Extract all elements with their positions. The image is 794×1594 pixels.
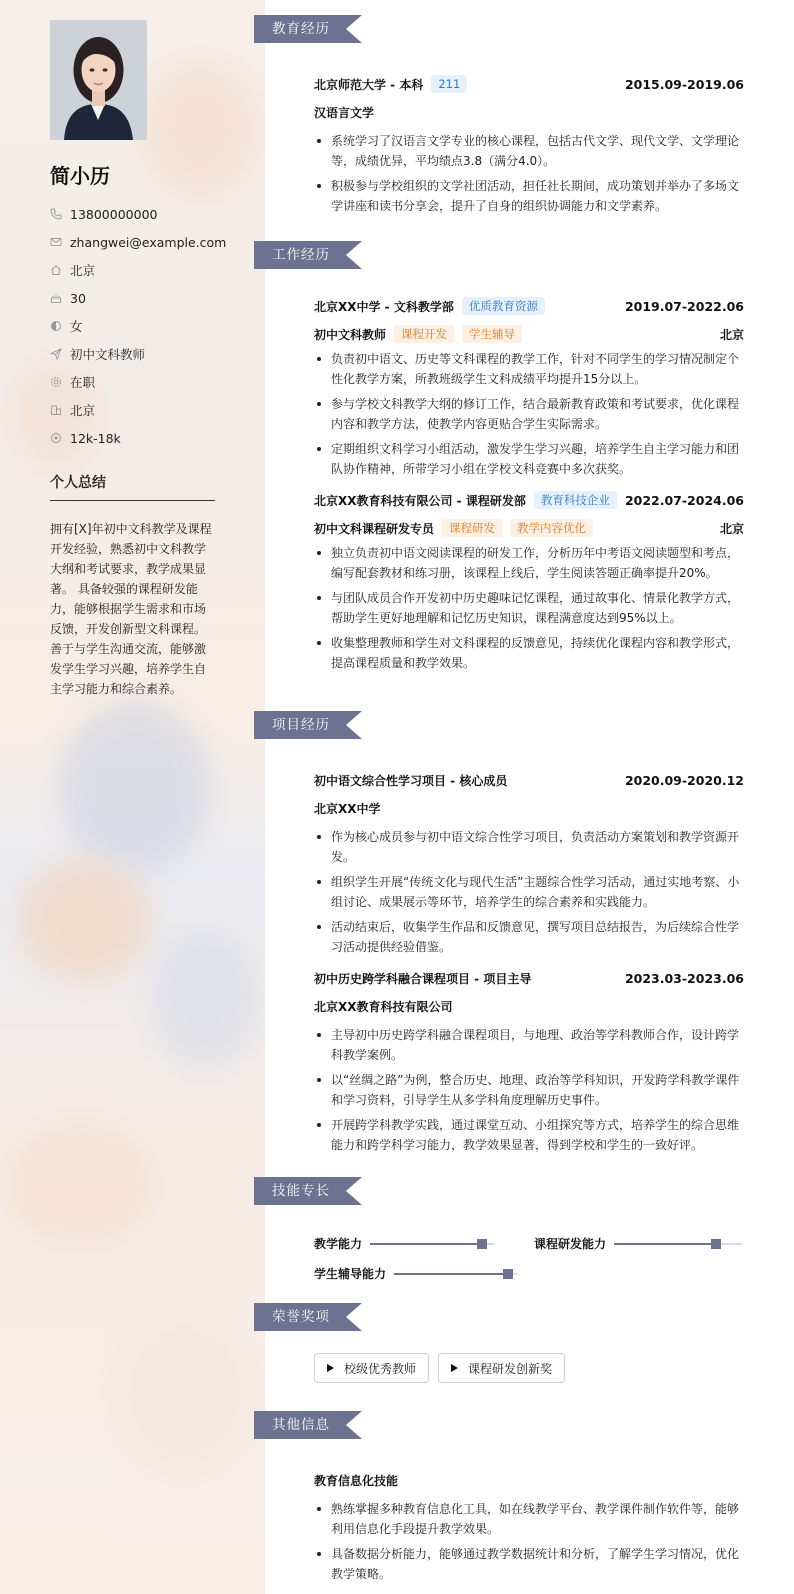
work-section-title <box>254 241 362 269</box>
skill-bar <box>614 1239 742 1249</box>
list-item: 积极参与学校组织的文学社团活动，担任社长期间，成功策划并举办了多场文学讲座和读书分享会，提升了自身的组织协调能力和文学素养。 <box>314 176 744 216</box>
work-title-text: 工作经历 <box>272 247 330 263</box>
sidebar <box>0 0 265 1594</box>
contact-salary-text: 12k-18k <box>70 430 121 446</box>
education-title-text: 教育经历 <box>272 21 330 37</box>
skill-bar <box>394 1269 518 1279</box>
honors-list <box>314 1353 574 1383</box>
education-section <box>254 15 794 221</box>
contact-home-text: 北京 <box>70 263 96 278</box>
home-icon <box>50 264 62 276</box>
job-tag: 课程研发 <box>442 519 502 537</box>
contact-status-text: 在职 <box>70 375 96 390</box>
job-bullets <box>314 543 744 673</box>
job-tag: 学生辅导 <box>462 325 522 343</box>
age-icon <box>50 292 62 304</box>
other-section <box>254 1411 794 1589</box>
salary-icon <box>50 432 62 444</box>
skill-item-curriculum <box>534 1235 742 1252</box>
other-bullets <box>314 1499 744 1584</box>
school-tag: 211 <box>431 75 467 93</box>
project-bullets <box>314 827 744 957</box>
skill-item-tutoring <box>314 1265 518 1282</box>
school-name: 北京师范大学 - 本科 <box>314 77 424 92</box>
list-item: 活动结束后，收集学生作品和反馈意见，撰写项目总结报告，为后续综合性学习活动提供经验借鉴。 <box>314 917 744 957</box>
list-item: 收集整理教师和学生对文科课程的反馈意见，持续优化课程内容和教学形式，提高课程质量和教学效果。 <box>314 633 744 673</box>
contact-gender <box>50 312 265 340</box>
skill-item-teaching <box>314 1235 494 1252</box>
play-icon <box>451 1364 458 1372</box>
other-section-title <box>254 1411 362 1439</box>
avatar <box>50 20 147 140</box>
job-entry-2 <box>314 489 744 673</box>
phone-icon <box>50 208 62 220</box>
project-org: 北京XX中学 <box>314 801 381 816</box>
job-position: 初中文科教师 <box>314 327 387 342</box>
contact-salary <box>50 424 265 452</box>
company-tag: 教育科技企业 <box>534 491 617 509</box>
project-bullets <box>314 1025 744 1155</box>
contact-status <box>50 368 265 396</box>
job-entry-1 <box>314 295 744 479</box>
job-bullets <box>314 349 744 479</box>
list-item: 开展跨学科教学实践，通过课堂互动、小组探究等方式，培养学生的综合思维能力和跨学科学习能力，教学效果显著，得到学校和学生的一致好评。 <box>314 1115 744 1155</box>
list-item: 参与学校文科教学大纲的修订工作，结合最新教育政策和考试要求，优化课程内容和教学方法，使教学内容更贴合学生实际需求。 <box>314 394 744 434</box>
company-name: 北京XX中学 - 文科教学部 <box>314 299 454 314</box>
project-date: 2020.09-2020.12 <box>624 772 744 788</box>
other-subtitle: 教育信息化技能 <box>314 1473 399 1488</box>
list-item: 组织学生开展“传统文化与现代生活”主题综合性学习活动，通过实地考察、小组讨论、成果展示等环节，培养学生的综合素养和实践能力。 <box>314 872 744 912</box>
education-entry <box>314 73 744 216</box>
other-entry <box>314 1469 744 1584</box>
status-icon <box>50 376 62 388</box>
education-section-title <box>254 15 362 43</box>
skill-knob <box>477 1239 487 1249</box>
job-tag: 课程开发 <box>394 325 454 343</box>
skill-knob <box>711 1239 721 1249</box>
skill-knob <box>503 1269 513 1279</box>
project-name: 初中历史跨学科融合课程项目 - 项目主导 <box>314 971 532 986</box>
contact-age <box>50 284 265 312</box>
contact-home <box>50 256 265 284</box>
job-location: 北京 <box>719 521 744 536</box>
list-item: 以“丝绸之路”为例，整合历史、地理、政治等学科知识，开发跨学科教学课件和学习资料，引导学生从多学科角度理解历史事件。 <box>314 1070 744 1110</box>
contact-city-text: 北京 <box>70 403 96 418</box>
other-title-text: 其他信息 <box>272 1417 330 1433</box>
email-icon <box>50 236 62 248</box>
skills-title-text: 技能专长 <box>272 1183 330 1199</box>
contact-email-text: zhangwei@example.com <box>70 234 227 250</box>
honor-item <box>314 1353 429 1383</box>
projects-title-text: 项目经历 <box>272 717 330 733</box>
project-org: 北京XX教育科技有限公司 <box>314 999 453 1014</box>
honor-label: 课程研发创新奖 <box>468 1361 553 1376</box>
contact-list <box>50 200 265 452</box>
summary-title: 个人总结 <box>50 472 215 501</box>
projects-section <box>254 711 794 1160</box>
work-section <box>254 241 794 678</box>
job-position: 初中文科课程研发专员 <box>314 521 435 536</box>
honor-label: 校级优秀教师 <box>344 1361 417 1376</box>
honors-section-title <box>254 1303 362 1331</box>
contact-job-text: 初中文科教师 <box>70 347 146 362</box>
list-item: 熟练掌握多种教育信息化工具，如在线教学平台、教学课件制作软件等，能够利用信息化手段提升教学效果。 <box>314 1499 744 1539</box>
skills-section <box>254 1177 794 1287</box>
contact-phone-text: 13800000000 <box>70 206 158 222</box>
project-entry-2 <box>314 967 744 1155</box>
list-item: 作为核心成员参与初中语文综合性学习项目，负责活动方案策划和教学资源开发。 <box>314 827 744 867</box>
contact-city <box>50 396 265 424</box>
contact-gender-text: 女 <box>70 319 83 334</box>
list-item: 定期组织文科学习小组活动，激发学生学习兴趣，培养学生自主学习能力和团队协作精神，所带学习小组在学校文科竞赛中多次获奖。 <box>314 439 744 479</box>
honor-item <box>438 1353 565 1383</box>
honors-section <box>254 1303 794 1383</box>
company-tag: 优质教育资源 <box>462 297 545 315</box>
contact-age-text: 30 <box>70 290 86 306</box>
skills-section-title <box>254 1177 362 1205</box>
list-item: 系统学习了汉语言文学专业的核心课程，包括古代文学、现代文学、文学理论等，成绩优异，平均绩点3.8（满分4.0）。 <box>314 131 744 171</box>
contact-phone <box>50 200 265 228</box>
major-name: 汉语言文学 <box>314 105 375 120</box>
summary-text: 拥有[X]年初中文科教学及课程开发经验，熟悉初中文科教学大纲和考试要求，教学成果显著。 具备较强的课程研发能力，能够根据学生需求和市场反馈，开发创新型文科课程。 善于与学生沟通交流，能够激发学生学习兴趣，培养学生自主学习能力和综合素养。 <box>50 522 212 696</box>
contact-email <box>50 228 265 256</box>
contact-job <box>50 340 265 368</box>
company-name: 北京XX教育科技有限公司 - 课程研发部 <box>314 493 526 508</box>
main-content <box>254 0 794 1594</box>
building-icon <box>50 404 62 416</box>
list-item: 主导初中历史跨学科融合课程项目，与地理、政治等学科教师合作，设计跨学科教学案例。 <box>314 1025 744 1065</box>
job-location: 北京 <box>719 327 744 342</box>
send-icon <box>50 348 62 360</box>
skill-name: 教学能力 <box>314 1237 363 1251</box>
job-tag: 教学内容优化 <box>510 519 593 537</box>
list-item: 独立负责初中语文阅读课程的研发工作，分析历年中考语文阅读题型和考点，编写配套教材和练习册，该课程上线后，学生阅读答题正确率提升20%。 <box>314 543 744 583</box>
profile-name: 简小历 <box>50 164 110 188</box>
project-name: 初中语文综合性学习项目 - 核心成员 <box>314 773 508 788</box>
skill-name: 课程研发能力 <box>534 1237 607 1251</box>
job-date: 2019.07-2022.06 <box>624 298 744 314</box>
job-date: 2022.07-2024.06 <box>624 492 744 508</box>
honors-title-text: 荣誉奖项 <box>272 1309 330 1325</box>
education-bullets <box>314 131 744 216</box>
list-item: 与团队成员合作开发初中历史趣味记忆课程，通过故事化、情景化教学方式，帮助学生更好地理解和记忆历史知识，课程满意度达到95%以上。 <box>314 588 744 628</box>
projects-section-title <box>254 711 362 739</box>
project-date: 2023.03-2023.06 <box>624 970 744 986</box>
gender-icon <box>50 320 62 332</box>
education-date: 2015.09-2019.06 <box>624 76 744 92</box>
list-item: 具备数据分析能力，能够通过教学数据统计和分析，了解学生学习情况，优化教学策略。 <box>314 1544 744 1584</box>
skill-name: 学生辅导能力 <box>314 1267 387 1281</box>
project-entry-1 <box>314 769 744 957</box>
list-item: 负责初中语文、历史等文科课程的教学工作，针对不同学生的学习情况制定个性化教学方案，所教班级学生文科成绩平均提升15分以上。 <box>314 349 744 389</box>
play-icon <box>327 1364 334 1372</box>
skill-bar <box>370 1239 494 1249</box>
